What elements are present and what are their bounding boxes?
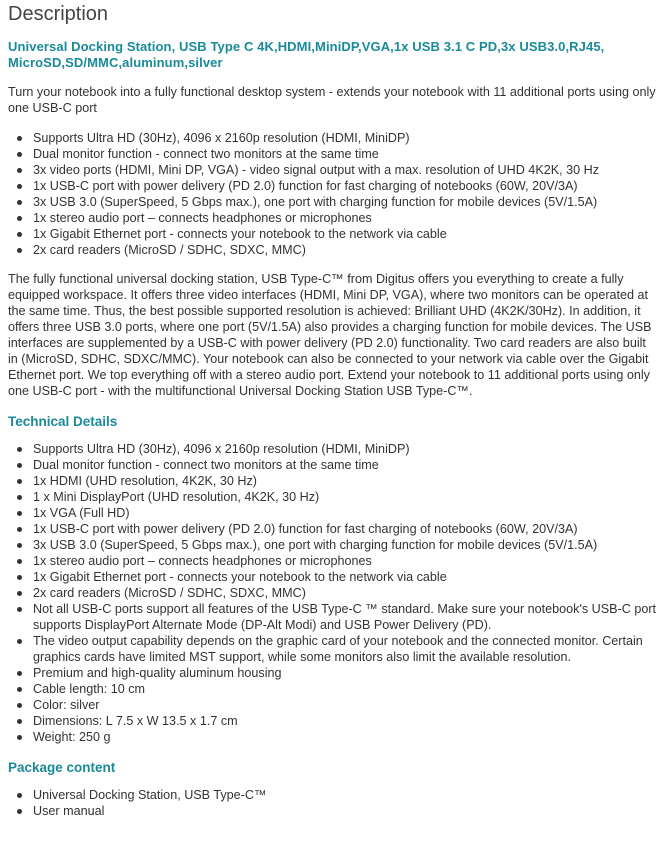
- technical-item: 1x stereo audio port – connects headphones or microphones: [33, 553, 659, 569]
- intro-text: Turn your notebook into a fully functional desktop system - extends your notebook with 11 additional ports using only one USB-C port: [8, 85, 656, 115]
- technical-item: Premium and high-quality aluminum housing: [33, 665, 659, 681]
- technical-details-heading: Technical Details: [8, 414, 118, 429]
- technical-item: Weight: 250 g: [33, 729, 659, 745]
- technical-item: The video output capability depends on the graphic card of your notebook and the connected monitor. Certain graphics cards have limited MST support, while some monitors also limit the available resolution.: [33, 633, 659, 665]
- description-heading: Description: [8, 3, 109, 25]
- technical-item: 1x USB-C port with power delivery (PD 2.0) function for fast charging of notebooks (60W, 20V/3A): [33, 521, 659, 537]
- technical-item: 1x VGA (Full HD): [33, 505, 659, 521]
- technical-item: 1x Gigabit Ethernet port - connects your notebook to the network via cable: [33, 569, 659, 585]
- feature-item: Supports Ultra HD (30Hz), 4096 x 2160p resolution (HDMI, MiniDP): [33, 130, 659, 146]
- package-content-list: [8, 787, 659, 819]
- technical-item: Supports Ultra HD (30Hz), 4096 x 2160p resolution (HDMI, MiniDP): [33, 441, 659, 457]
- technical-item: Dimensions: L 7.5 x W 13.5 x 1.7 cm: [33, 713, 659, 729]
- technical-item: Cable length: 10 cm: [33, 681, 659, 697]
- feature-item: 1x USB-C port with power delivery (PD 2.0) function for fast charging of notebooks (60W, 20V/3A): [33, 178, 659, 194]
- feature-item: Dual monitor function - connect two monitors at the same time: [33, 146, 659, 162]
- feature-list: [8, 130, 659, 258]
- feature-item: 3x video ports (HDMI, Mini DP, VGA) - video signal output with a max. resolution of UHD 4K2K, 30 Hz: [33, 162, 659, 178]
- technical-item: Not all USB-C ports support all features of the USB Type-C ™ standard. Make sure your notebook's USB-C port supports DisplayPort Alternate Mode (DP-Alt Modi) and USB Power Delivery (PD).: [33, 601, 659, 633]
- body-paragraph: The fully functional universal docking station, USB Type-C™ from Digitus offers you everything to create a fully equipped workspace. It offers three video interfaces (HDMI, Mini DP, VGA), where two monitors can be operated at the same time. Thus, the best possible supported resolution is achieved: Brilliant UHD (4K2K/30Hz). In addition, it offers three USB 3.0 ports, where one port (5V/1.5A) also provides a charging function for mobile devices. The USB interfaces are supplemented by a USB-C with power delivery (PD 2.0) functionality. Two card readers are also built in (MicroSD, SDHC, SDXC/MMC). Your notebook can also be connected to your network via cable over the Gigabit Ethernet port. We top everything off with a stereo audio port. Extend your notebook to 11 additional ports using only one USB-C port - with the multifunctional Universal Docking Station USB Type-C™.: [8, 272, 652, 398]
- technical-item: 2x card readers (MicroSD / SDHC, SDXC, MMC): [33, 585, 659, 601]
- package-content-heading: Package content: [8, 760, 116, 775]
- feature-item: 1x stereo audio port – connects headphones or microphones: [33, 210, 659, 226]
- feature-item: 2x card readers (MicroSD / SDHC, SDXC, MMC): [33, 242, 659, 258]
- product-title: Universal Docking Station, USB Type C 4K,HDMI,MiniDP,VGA,1x USB 3.1 C PD,3x USB3.0,RJ45, MicroSD,SD/MMC,aluminum,silver: [8, 39, 605, 70]
- technical-item: 1x HDMI (UHD resolution, 4K2K, 30 Hz): [33, 473, 659, 489]
- feature-item: 3x USB 3.0 (SuperSpeed, 5 Gbps max.), one port with charging function for mobile devices (5V/1.5A): [33, 194, 659, 210]
- technical-item: 3x USB 3.0 (SuperSpeed, 5 Gbps max.), one port with charging function for mobile devices (5V/1.5A): [33, 537, 659, 553]
- package-item: User manual: [33, 803, 659, 819]
- technical-item: 1 x Mini DisplayPort (UHD resolution, 4K2K, 30 Hz): [33, 489, 659, 505]
- package-item: Universal Docking Station, USB Type-C™: [33, 787, 659, 803]
- feature-item: 1x Gigabit Ethernet port - connects your notebook to the network via cable: [33, 226, 659, 242]
- technical-item: Dual monitor function - connect two monitors at the same time: [33, 457, 659, 473]
- technical-details-list: [8, 441, 659, 745]
- technical-item: Color: silver: [33, 697, 659, 713]
